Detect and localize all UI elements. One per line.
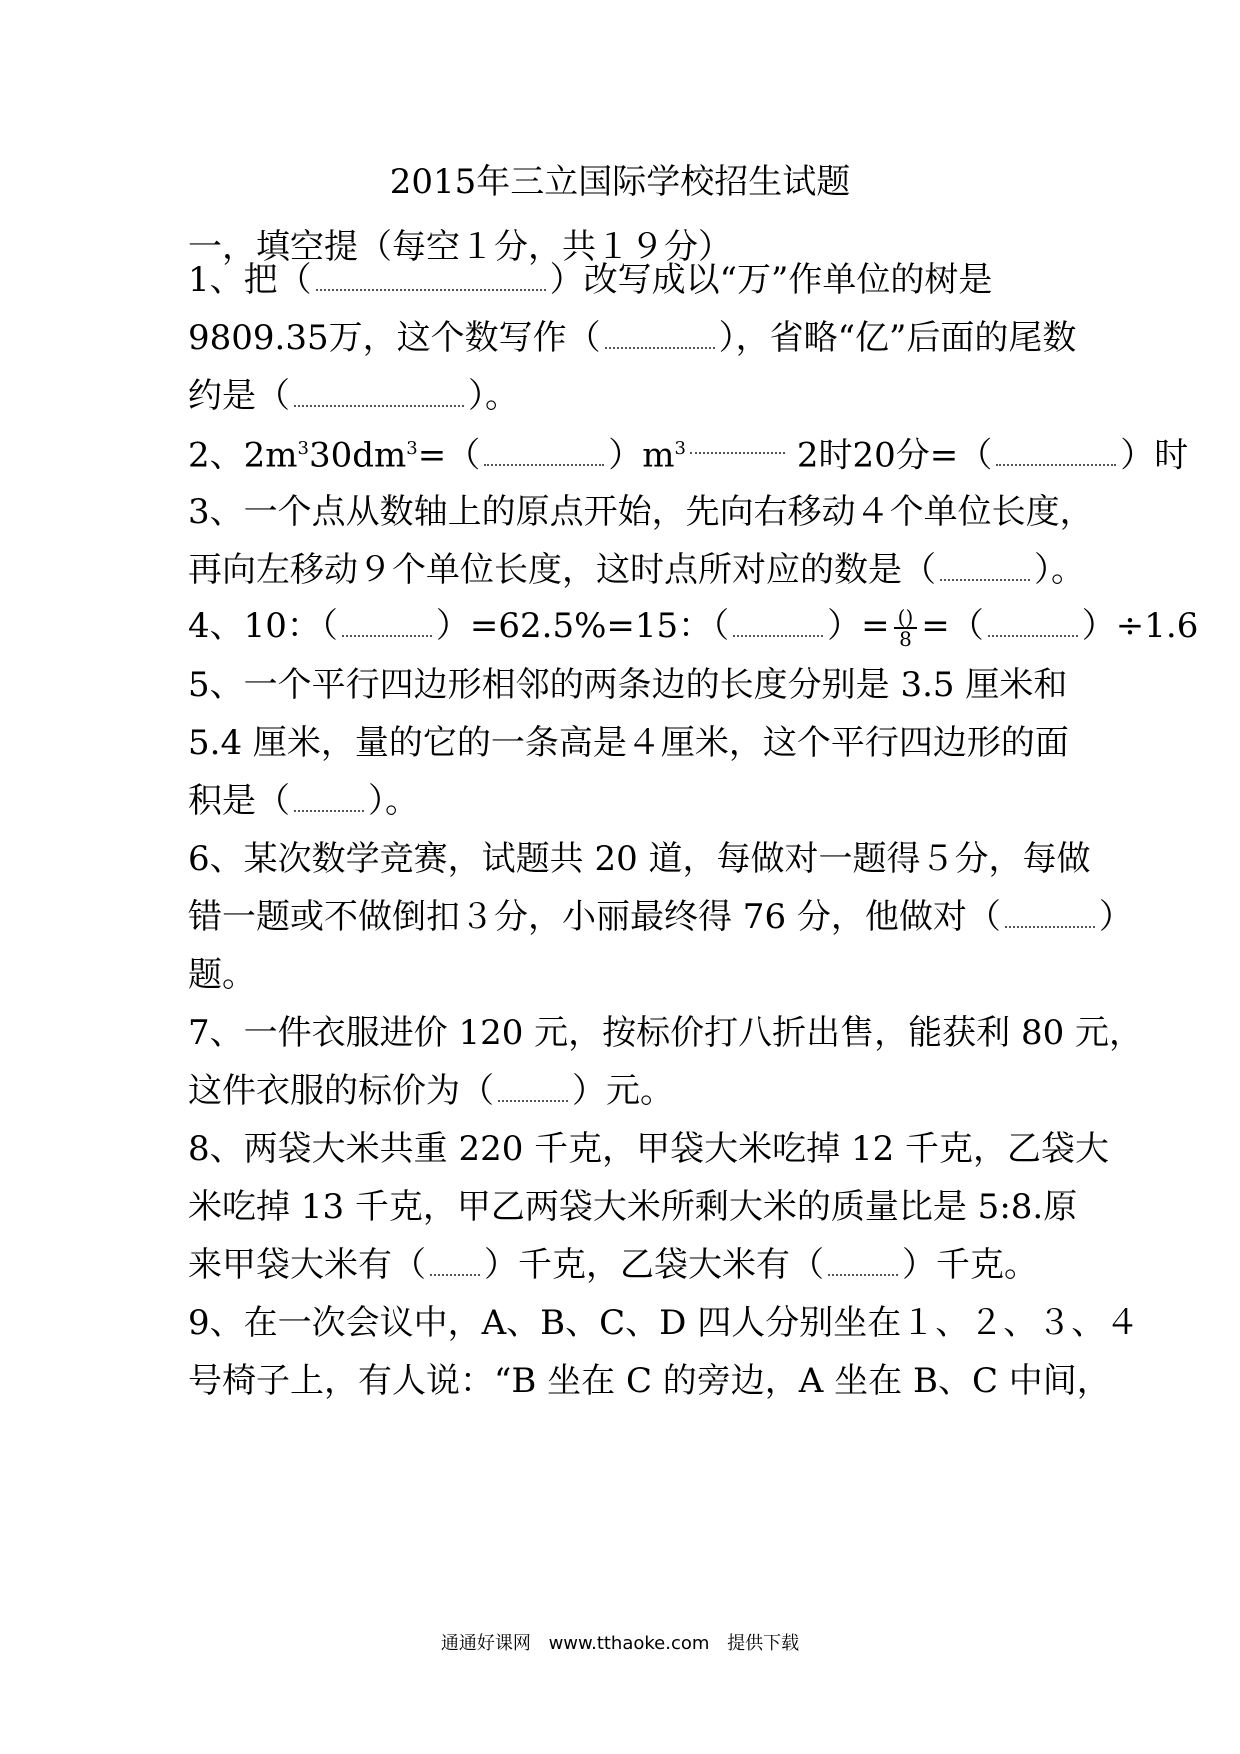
question-8-line-2: 米吃掉 13 千克，甲乙两袋大米所剩大米的质量比是 5:8.原 <box>188 1187 1078 1227</box>
dotted-leader <box>690 434 785 454</box>
question-5-line-1: 5、一个平行四边形相邻的两条边的长度分别是 3.5 厘米和 <box>188 665 1068 705</box>
question-5-line-3 <box>188 781 419 821</box>
question-1-line-1 <box>188 260 992 300</box>
q2-superscript: 3 <box>406 438 418 459</box>
question-4-line-1 <box>188 606 1198 649</box>
question-3-line-2 <box>188 550 1085 590</box>
q2-superscript: 3 <box>297 438 309 459</box>
fraction <box>894 607 918 649</box>
page-footer <box>0 1629 1240 1655</box>
answer-blank[interactable] <box>294 379 464 407</box>
question-6-line-1: 6、某次数学竞赛，试题共 20 道，每做对一题得５分，每做 <box>188 839 1091 879</box>
answer-blank[interactable] <box>484 438 604 466</box>
q5-text-c: 积是（ <box>188 781 290 821</box>
q1-text-d: ），省略“亿”后面的尾数 <box>718 318 1077 358</box>
q7-text-c: ）元。 <box>572 1071 674 1111</box>
q4-text-b: ）=62.5%=15：（ <box>435 606 730 646</box>
answer-blank[interactable] <box>498 1074 568 1102</box>
q2-text-f: ）时 <box>1120 435 1189 476</box>
answer-blank[interactable] <box>316 263 546 291</box>
question-8-line-1: 8、两袋大米共重 220 千克，甲袋大米吃掉 12 千克，乙袋大 <box>188 1129 1110 1169</box>
page-title: 2015年三立国际学校招生试题 <box>389 162 851 202</box>
question-2-line-1 <box>188 434 1188 475</box>
q8-text-c: 来甲袋大米有（ <box>188 1245 426 1285</box>
q2-text-d: ）m <box>608 435 675 476</box>
q5-text-d: ）。 <box>368 781 419 821</box>
question-6-line-2 <box>188 897 1133 937</box>
q1-text-e: 约是（ <box>188 376 290 416</box>
question-1-line-3 <box>188 376 519 416</box>
q4-text-e: ）÷1.6 <box>1081 606 1199 646</box>
answer-blank[interactable] <box>733 609 823 637</box>
section-heading: 一，填空提（每空１分，共１９分） <box>188 227 732 267</box>
question-8-line-3 <box>188 1245 1038 1285</box>
q2-text-a: 2、2m <box>188 435 298 476</box>
q1-text-b: ）改写成以“万”作单位的树是 <box>549 260 993 300</box>
answer-blank[interactable] <box>430 1248 480 1276</box>
answer-blank[interactable] <box>294 784 364 812</box>
q2-text-c: =（ <box>417 435 481 476</box>
question-6-line-3: 题。 <box>188 955 256 995</box>
q8-text-e: ）千克。 <box>902 1245 1038 1285</box>
answer-blank[interactable] <box>988 609 1078 637</box>
q7-text-b: 这件衣服的标价为（ <box>188 1071 494 1111</box>
fraction-denominator: 8 <box>899 627 912 651</box>
question-1-line-2 <box>188 318 1076 358</box>
q2-text-b: 30dm <box>308 435 407 476</box>
footer-site-name: 通通好课网 <box>440 1633 531 1654</box>
question-9-line-2: 号椅子上，有人说：“B 坐在 C 的旁边，A 坐在 B、C 中间， <box>188 1361 1111 1401</box>
question-9-line-1: 9、在一次会议中，A、B、C、D 四人分别坐在１、２、３、４ <box>188 1303 1140 1343</box>
question-7-line-1: 7、一件衣服进价 120 元，按标价打八折出售，能获利 80 元， <box>188 1013 1144 1053</box>
answer-blank[interactable] <box>342 609 432 637</box>
q2-text-e: 2时20分=（ <box>796 435 993 476</box>
q8-text-d: ）千克，乙袋大米有（ <box>484 1245 824 1285</box>
answer-blank[interactable] <box>940 553 1030 581</box>
q4-text-a: 4、10：（ <box>188 606 338 646</box>
footer-note: 提供下载 <box>727 1633 800 1654</box>
question-5-line-2: 5.4 厘米，量的它的一条高是４厘米，这个平行四边形的面 <box>188 723 1069 763</box>
fraction-numerator[interactable]: () <box>894 607 918 629</box>
q1-text-c: 9809.35万，这个数写作（ <box>188 318 601 358</box>
q1-text-a: 1、把（ <box>188 260 312 300</box>
answer-blank[interactable] <box>1005 900 1095 928</box>
q4-text-d: =（ <box>921 606 984 646</box>
q3-text-c: ）。 <box>1034 550 1085 590</box>
q6-text-b: 错一题或不做倒扣３分，小丽最终得 76 分，他做对（ <box>188 897 1001 937</box>
question-7-line-2 <box>188 1071 674 1111</box>
answer-blank[interactable] <box>605 321 715 349</box>
q2-superscript: 3 <box>674 438 686 459</box>
footer-url[interactable]: www.tthaoke.com <box>548 1633 710 1654</box>
answer-blank[interactable] <box>996 438 1116 466</box>
question-3-line-1: 3、一个点从数轴上的原点开始，先向右移动４个单位长度， <box>188 492 1094 532</box>
answer-blank[interactable] <box>828 1248 898 1276</box>
q6-text-c: ） <box>1098 897 1133 937</box>
q4-text-c: ）= <box>827 606 890 646</box>
q3-text-b: 再向左移动９个单位长度，这时点所对应的数是（ <box>188 550 936 590</box>
q1-text-f: ）。 <box>468 376 519 416</box>
